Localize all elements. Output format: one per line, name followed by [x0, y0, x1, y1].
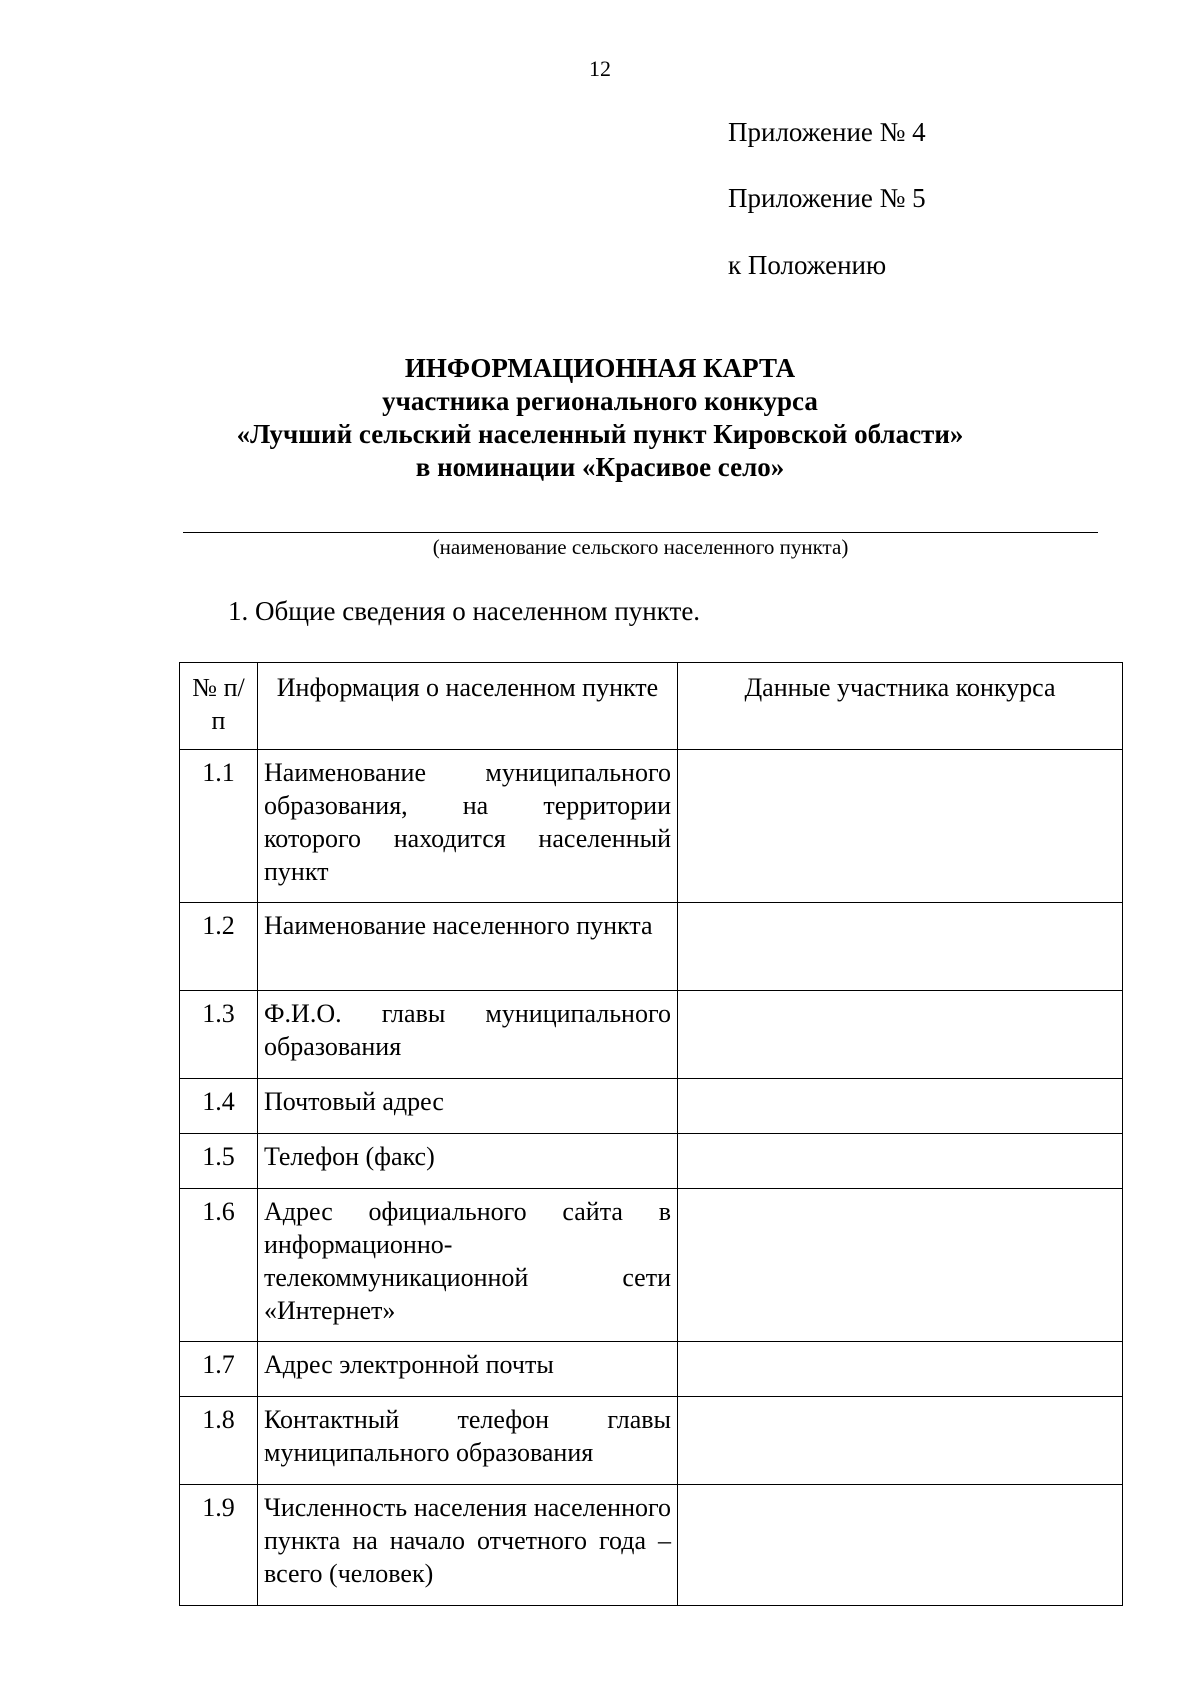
table-row	[180, 750, 1123, 903]
row-number: 1.8	[180, 1397, 258, 1485]
table-row	[180, 1189, 1123, 1342]
row-data-cell[interactable]	[678, 1189, 1123, 1342]
row-info: Контактный телефон главы муниципального образования	[258, 1397, 678, 1485]
row-number: 1.2	[180, 903, 258, 991]
row-data-cell[interactable]	[678, 1397, 1123, 1485]
row-info: Ф.И.О. главы муниципального образования	[258, 991, 678, 1079]
row-number: 1.5	[180, 1134, 258, 1189]
table-row	[180, 903, 1123, 991]
row-data-cell[interactable]	[678, 991, 1123, 1079]
row-data-cell[interactable]	[678, 1079, 1123, 1134]
settlement-name-caption: (наименование сельского населенного пункта)	[432, 535, 849, 559]
row-number: 1.1	[180, 750, 258, 903]
header-number: № п/п	[180, 663, 258, 750]
row-data-cell[interactable]	[678, 1134, 1123, 1189]
title-line-2: участника регионального конкурса	[382, 386, 818, 416]
appendix-4-label: Приложение № 4	[728, 117, 926, 147]
row-data-cell[interactable]	[678, 1485, 1123, 1606]
info-table	[179, 662, 1123, 1606]
row-number: 1.7	[180, 1342, 258, 1397]
header-data: Данные участника конкурса	[678, 663, 1123, 750]
row-info: Адрес официального сайта в информационно-телекоммуникационной сети «Интернет»	[258, 1189, 678, 1342]
table-row	[180, 1342, 1123, 1397]
table-row	[180, 1485, 1123, 1606]
row-number: 1.6	[180, 1189, 258, 1342]
row-info: Наименование муниципального образования, на территории которого находится населенный пункт	[258, 750, 678, 903]
document-title	[0, 352, 1200, 484]
table-row	[180, 1134, 1123, 1189]
row-data-cell[interactable]	[678, 1342, 1123, 1397]
settlement-name-fill-line[interactable]	[183, 532, 1098, 533]
row-data-cell[interactable]	[678, 750, 1123, 903]
row-info: Численность населения населенного пункта на начало отчетного года – всего (человек)	[258, 1485, 678, 1606]
header-info: Информация о населенном пункте	[258, 663, 678, 750]
table-row	[180, 1079, 1123, 1134]
table-header-row	[180, 663, 1123, 750]
row-number: 1.9	[180, 1485, 258, 1606]
row-number: 1.3	[180, 991, 258, 1079]
appendix-5-label: Приложение № 5	[728, 183, 926, 213]
table-row	[180, 1397, 1123, 1485]
row-data-cell[interactable]	[678, 903, 1123, 991]
title-line-3: «Лучший сельский населенный пункт Кировской области»	[236, 419, 964, 449]
title-line-4: в номинации «Красивое село»	[415, 452, 785, 482]
row-info: Почтовый адрес	[258, 1079, 678, 1134]
table-row	[180, 991, 1123, 1079]
row-info: Адрес электронной почты	[258, 1342, 678, 1397]
section-heading: 1. Общие сведения о населенном пункте.	[228, 596, 701, 626]
page-number: 12	[589, 56, 611, 81]
row-info: Наименование населенного пункта	[258, 903, 678, 991]
regulation-reference: к Положению	[728, 250, 887, 280]
row-number: 1.4	[180, 1079, 258, 1134]
title-line-1: ИНФОРМАЦИОННАЯ КАРТА	[404, 353, 796, 383]
row-info: Телефон (факс)	[258, 1134, 678, 1189]
